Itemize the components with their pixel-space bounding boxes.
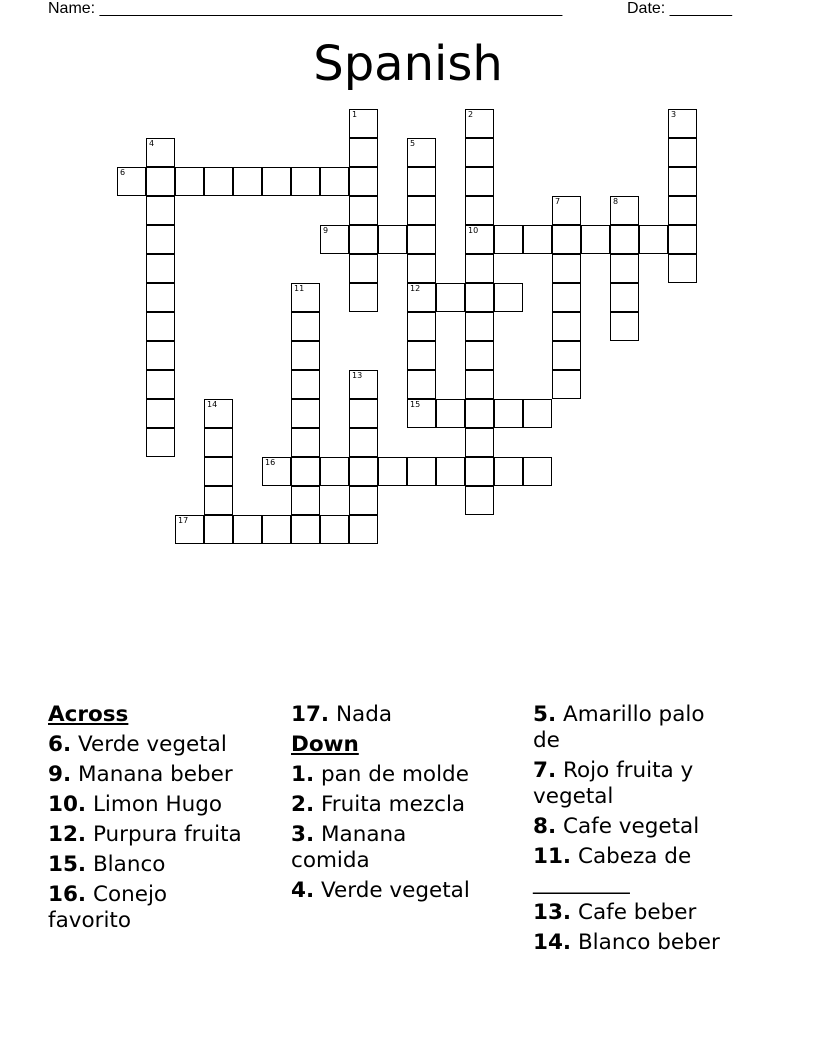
crossword-cell[interactable] — [349, 370, 378, 399]
crossword-cell[interactable] — [349, 225, 378, 254]
crossword-cell[interactable] — [407, 341, 436, 370]
crossword-cell[interactable] — [291, 312, 320, 341]
clue-across-15 — [48, 852, 288, 878]
crossword-cell[interactable] — [320, 167, 349, 196]
crossword-cell[interactable] — [262, 515, 291, 544]
clue-number: 17. — [291, 702, 330, 727]
crossword-cell[interactable] — [146, 312, 175, 341]
crossword-cell[interactable] — [552, 254, 581, 283]
crossword-cell[interactable] — [146, 283, 175, 312]
clue-down-14 — [533, 930, 763, 956]
clue-text: Blanco — [92, 852, 166, 877]
page-title: Spanish — [313, 36, 503, 92]
cell-number: 14 — [207, 400, 218, 409]
cell-number: 12 — [410, 284, 421, 293]
clue-text: Nada — [335, 702, 393, 727]
crossword-cell[interactable] — [668, 225, 697, 254]
crossword-cell[interactable] — [146, 138, 175, 167]
clue-number: 11. — [533, 844, 572, 869]
name-line: Name: ____________________________________________________ — [48, 0, 563, 17]
crossword-cell[interactable] — [291, 167, 320, 196]
crossword-cell[interactable] — [465, 341, 494, 370]
crossword-cell[interactable] — [552, 225, 581, 254]
crossword-cell[interactable] — [407, 254, 436, 283]
clue-number: 10. — [48, 792, 87, 817]
cell-number: 7 — [555, 197, 561, 206]
clue-number: 5. — [533, 702, 557, 727]
crossword-cell[interactable] — [146, 370, 175, 399]
clue-text: Cafe beber — [577, 900, 697, 925]
crossword-cell[interactable] — [204, 167, 233, 196]
crossword-cell[interactable] — [291, 370, 320, 399]
crossword-cell[interactable] — [668, 109, 697, 138]
cell-number: 16 — [265, 458, 276, 467]
clue-text: pan de molde — [320, 762, 469, 787]
crossword-cell[interactable] — [465, 457, 494, 486]
crossword-cell[interactable] — [610, 225, 639, 254]
crossword-cell[interactable] — [407, 138, 436, 167]
crossword-cell[interactable] — [465, 138, 494, 167]
cell-number: 8 — [613, 197, 619, 206]
crossword-cell[interactable] — [465, 283, 494, 312]
crossword-cell[interactable] — [233, 167, 262, 196]
clue-number: 7. — [533, 758, 557, 783]
clue-text: Cabeza de _________ — [533, 844, 692, 895]
crossword-cell[interactable] — [407, 225, 436, 254]
crossword-cell[interactable] — [146, 254, 175, 283]
crossword-cell[interactable] — [349, 486, 378, 515]
crossword-cell[interactable] — [349, 167, 378, 196]
crossword-cell[interactable] — [349, 399, 378, 428]
crossword-cell[interactable] — [494, 225, 523, 254]
clue-down-13 — [533, 900, 763, 926]
date-line: Date: _______ — [627, 0, 732, 17]
clue-text: Blanco beber — [577, 930, 720, 955]
crossword-cell[interactable] — [465, 312, 494, 341]
crossword-cell[interactable] — [378, 457, 407, 486]
crossword-cell[interactable] — [204, 515, 233, 544]
crossword-cell[interactable] — [465, 167, 494, 196]
clue-text: Fruita mezcla — [320, 792, 466, 817]
down-heading: Down — [291, 732, 359, 757]
clue-down-1 — [291, 762, 531, 788]
cell-number: 2 — [468, 110, 474, 119]
crossword-cell[interactable] — [465, 254, 494, 283]
across-heading: Across — [48, 702, 129, 727]
crossword-cell[interactable] — [291, 428, 320, 457]
cell-number: 11 — [294, 284, 305, 293]
crossword-cell[interactable] — [291, 457, 320, 486]
clue-down-5 — [533, 702, 733, 754]
cell-number: 4 — [149, 139, 155, 148]
crossword-cell[interactable] — [378, 225, 407, 254]
clue-number: 15. — [48, 852, 87, 877]
crossword-cell[interactable] — [262, 457, 291, 486]
crossword-cell[interactable] — [465, 196, 494, 225]
crossword-cell[interactable] — [349, 283, 378, 312]
crossword-cell[interactable] — [291, 283, 320, 312]
crossword-cell[interactable] — [552, 312, 581, 341]
crossword-cell[interactable] — [639, 225, 668, 254]
clue-text: Rojo fruita y vegetal — [533, 758, 694, 809]
crossword-cell[interactable] — [175, 167, 204, 196]
clue-down-7 — [533, 758, 733, 810]
crossword-cell[interactable] — [349, 457, 378, 486]
crossword-cell[interactable] — [146, 225, 175, 254]
clue-down-3 — [291, 822, 441, 874]
cell-number: 5 — [410, 139, 416, 148]
crossword-cell[interactable] — [552, 196, 581, 225]
crossword-cell[interactable] — [204, 399, 233, 428]
crossword-cell[interactable] — [146, 341, 175, 370]
clue-column-1 — [48, 702, 288, 938]
crossword-cell[interactable] — [610, 283, 639, 312]
crossword-cell[interactable] — [320, 457, 349, 486]
crossword-cell[interactable] — [291, 515, 320, 544]
crossword-cell[interactable] — [349, 196, 378, 225]
clue-across-17 — [291, 702, 531, 728]
clue-number: 3. — [291, 822, 315, 847]
cell-number: 6 — [120, 168, 126, 177]
clue-column-3 — [533, 702, 763, 960]
crossword-cell[interactable] — [436, 457, 465, 486]
crossword-cell[interactable] — [407, 370, 436, 399]
cell-number: 15 — [410, 400, 421, 409]
clue-across-6 — [48, 732, 288, 758]
crossword-cell[interactable] — [407, 312, 436, 341]
crossword-cell[interactable] — [668, 167, 697, 196]
clue-down-8 — [533, 814, 763, 840]
clue-text: Conejo favorito — [48, 882, 168, 933]
cell-number: 13 — [352, 371, 363, 380]
crossword-cell[interactable] — [610, 196, 639, 225]
cell-number: 17 — [178, 516, 189, 525]
clue-text: Verde vegetal — [320, 878, 470, 903]
clue-text: Manana beber — [77, 762, 233, 787]
crossword-cell[interactable] — [552, 370, 581, 399]
clue-across-10 — [48, 792, 288, 818]
crossword-cell[interactable] — [494, 283, 523, 312]
crossword-cell[interactable] — [349, 254, 378, 283]
crossword-cell[interactable] — [581, 225, 610, 254]
clue-number: 6. — [48, 732, 72, 757]
crossword-cell[interactable] — [349, 428, 378, 457]
crossword-cell[interactable] — [146, 428, 175, 457]
clue-text: Manana comida — [291, 822, 407, 873]
crossword-cell[interactable] — [668, 138, 697, 167]
clue-number: 13. — [533, 900, 572, 925]
crossword-cell[interactable] — [436, 283, 465, 312]
crossword-cell[interactable] — [668, 254, 697, 283]
clue-number: 1. — [291, 762, 315, 787]
clue-column-2 — [291, 702, 531, 908]
crossword-cell[interactable] — [320, 225, 349, 254]
crossword-cell[interactable] — [494, 457, 523, 486]
crossword-cell[interactable] — [523, 225, 552, 254]
clue-across-9 — [48, 762, 288, 788]
crossword-cell[interactable] — [204, 457, 233, 486]
clue-text: Limon Hugo — [92, 792, 223, 817]
crossword-cell[interactable] — [465, 428, 494, 457]
crossword-cell[interactable] — [262, 167, 291, 196]
crossword-cell[interactable] — [523, 399, 552, 428]
clue-number: 2. — [291, 792, 315, 817]
crossword-cell[interactable] — [436, 399, 465, 428]
crossword-cell[interactable] — [117, 167, 146, 196]
crossword-cell[interactable] — [349, 138, 378, 167]
clue-number: 8. — [533, 814, 557, 839]
clue-text: Purpura fruita — [92, 822, 242, 847]
crossword-cell[interactable] — [291, 486, 320, 515]
clue-number: 14. — [533, 930, 572, 955]
crossword-cell[interactable] — [610, 312, 639, 341]
clue-text: Amarillo palo de — [533, 702, 705, 753]
crossword-cell[interactable] — [465, 370, 494, 399]
crossword-cell[interactable] — [465, 109, 494, 138]
cell-number: 1 — [352, 110, 358, 119]
clue-number: 12. — [48, 822, 87, 847]
crossword-cell[interactable] — [146, 167, 175, 196]
crossword-cell[interactable] — [465, 225, 494, 254]
crossword-cell[interactable] — [407, 399, 436, 428]
cell-number: 3 — [671, 110, 677, 119]
cell-number: 10 — [468, 226, 479, 235]
clue-text: Verde vegetal — [77, 732, 227, 757]
crossword-cell[interactable] — [146, 399, 175, 428]
crossword-cell[interactable] — [465, 399, 494, 428]
clue-across-12 — [48, 822, 288, 848]
crossword-cell[interactable] — [494, 399, 523, 428]
crossword-cell[interactable] — [668, 196, 697, 225]
crossword-cell[interactable] — [291, 399, 320, 428]
crossword-cell[interactable] — [407, 283, 436, 312]
crossword-cell[interactable] — [320, 515, 349, 544]
crossword-cell[interactable] — [175, 515, 204, 544]
crossword-cell[interactable] — [407, 167, 436, 196]
crossword-cell[interactable] — [291, 341, 320, 370]
crossword-cell[interactable] — [146, 196, 175, 225]
crossword-cell[interactable] — [552, 283, 581, 312]
crossword-cell[interactable] — [349, 515, 378, 544]
clue-down-4 — [291, 878, 531, 904]
cell-number: 9 — [323, 226, 329, 235]
crossword-cell[interactable] — [552, 341, 581, 370]
crossword-cell[interactable] — [233, 515, 262, 544]
clue-text: Cafe vegetal — [562, 814, 700, 839]
clue-number: 9. — [48, 762, 72, 787]
crossword-cell[interactable] — [523, 457, 552, 486]
crossword-cell[interactable] — [407, 196, 436, 225]
clue-across-16 — [48, 882, 248, 934]
clue-down-11 — [533, 844, 723, 896]
crossword-cell[interactable] — [204, 486, 233, 515]
crossword-cell[interactable] — [465, 486, 494, 515]
clue-number: 4. — [291, 878, 315, 903]
crossword-cell[interactable] — [610, 254, 639, 283]
crossword-cell[interactable] — [407, 457, 436, 486]
clue-down-2 — [291, 792, 531, 818]
clue-number: 16. — [48, 882, 87, 907]
crossword-cell[interactable] — [204, 428, 233, 457]
crossword-cell[interactable] — [349, 109, 378, 138]
